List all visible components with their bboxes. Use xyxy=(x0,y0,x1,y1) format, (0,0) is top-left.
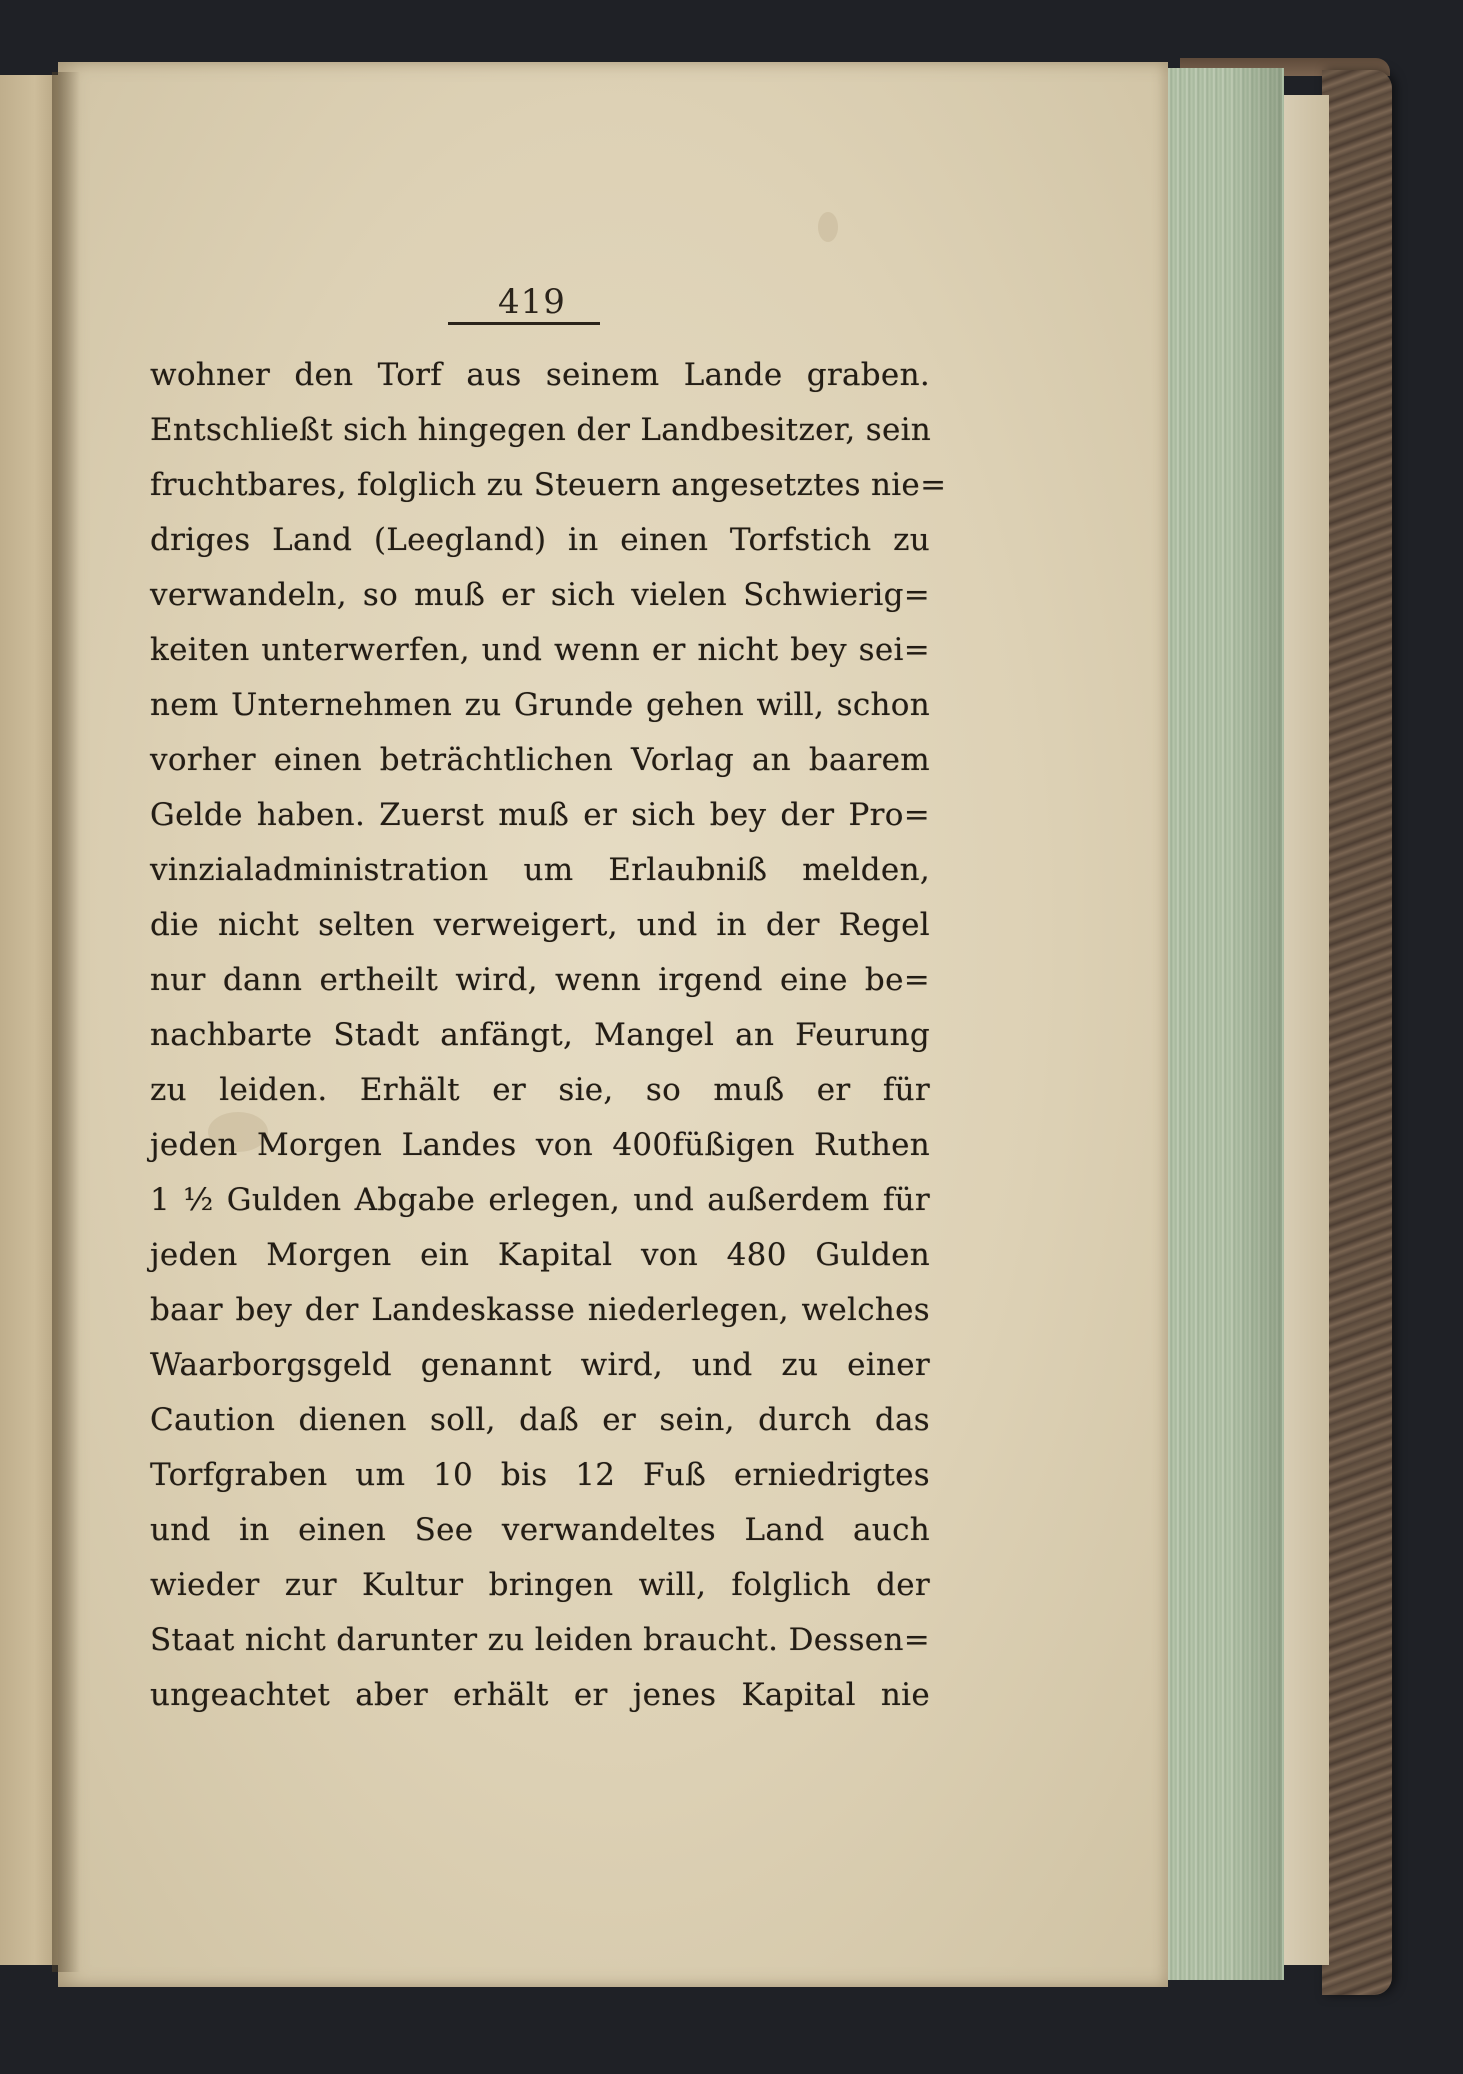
text-line: driges Land (Leegland) in einen Torfstich zu xyxy=(150,522,930,558)
text-line: und in einen See verwandeltes Land auch xyxy=(150,1512,930,1548)
text-line: jeden Morgen ein Kapital von 480 Gulden xyxy=(150,1237,930,1273)
text-line: Gelde haben. Zuerst muß er sich bey der Pro= xyxy=(150,797,930,833)
text-line: verwandeln, so muß er sich vielen Schwierig= xyxy=(150,577,930,613)
text-line: 1 ½ Gulden Abgabe erlegen, und außerdem für xyxy=(150,1182,930,1218)
text-line: nem Unternehmen zu Grunde gehen will, schon xyxy=(150,687,930,723)
text-line: wieder zur Kultur bringen will, folglich der xyxy=(150,1567,930,1603)
text-line: Caution dienen soll, daß er sein, durch das xyxy=(150,1402,930,1438)
text-line: fruchtbares, folglich zu Steuern angesetztes nie= xyxy=(150,467,947,503)
page-edges-shade xyxy=(1230,68,1282,1980)
text-line: baar bey der Landeskasse niederlegen, welches xyxy=(150,1292,930,1328)
text-line: wohner den Torf aus seinem Lande graben. xyxy=(150,357,930,393)
page-number: 419 xyxy=(498,282,566,322)
text-line: vinzialadministration um Erlaubniß melden, xyxy=(150,852,930,888)
text-line: Entschließt sich hingegen der Landbesitzer, sein xyxy=(150,412,932,448)
text-line: ungeachtet aber erhält er jenes Kapital nie xyxy=(150,1677,930,1713)
text-line: keiten unterwerfen, und wenn er nicht bey sei= xyxy=(150,632,930,668)
text-line: jeden Morgen Landes von 400füßigen Ruthen xyxy=(150,1127,930,1163)
book-cover xyxy=(1322,70,1392,1995)
text-line: zu leiden. Erhält er sie, so muß er für xyxy=(150,1072,930,1108)
text-line: vorher einen beträchtlichen Vorlag an baarem xyxy=(150,742,930,778)
text-line: nur dann ertheilt wird, wenn irgend eine be= xyxy=(150,962,930,998)
back-leaf xyxy=(1282,95,1329,1965)
text-line: nachbarte Stadt anfängt, Mangel an Feurung xyxy=(150,1017,930,1053)
text-line: Staat nicht darunter zu leiden braucht. Dessen= xyxy=(150,1622,930,1658)
body-text xyxy=(150,348,947,1723)
page-number-rule xyxy=(448,322,600,325)
text-line: Torfgraben um 10 bis 12 Fuß erniedrigtes xyxy=(150,1457,930,1493)
text-line: Waarborgsgeld genannt wird, und zu einer xyxy=(150,1347,930,1383)
text-line: die nicht selten verweigert, und in der Regel xyxy=(150,907,930,943)
paper-stain xyxy=(818,212,838,242)
spine-shadow xyxy=(52,72,80,1972)
